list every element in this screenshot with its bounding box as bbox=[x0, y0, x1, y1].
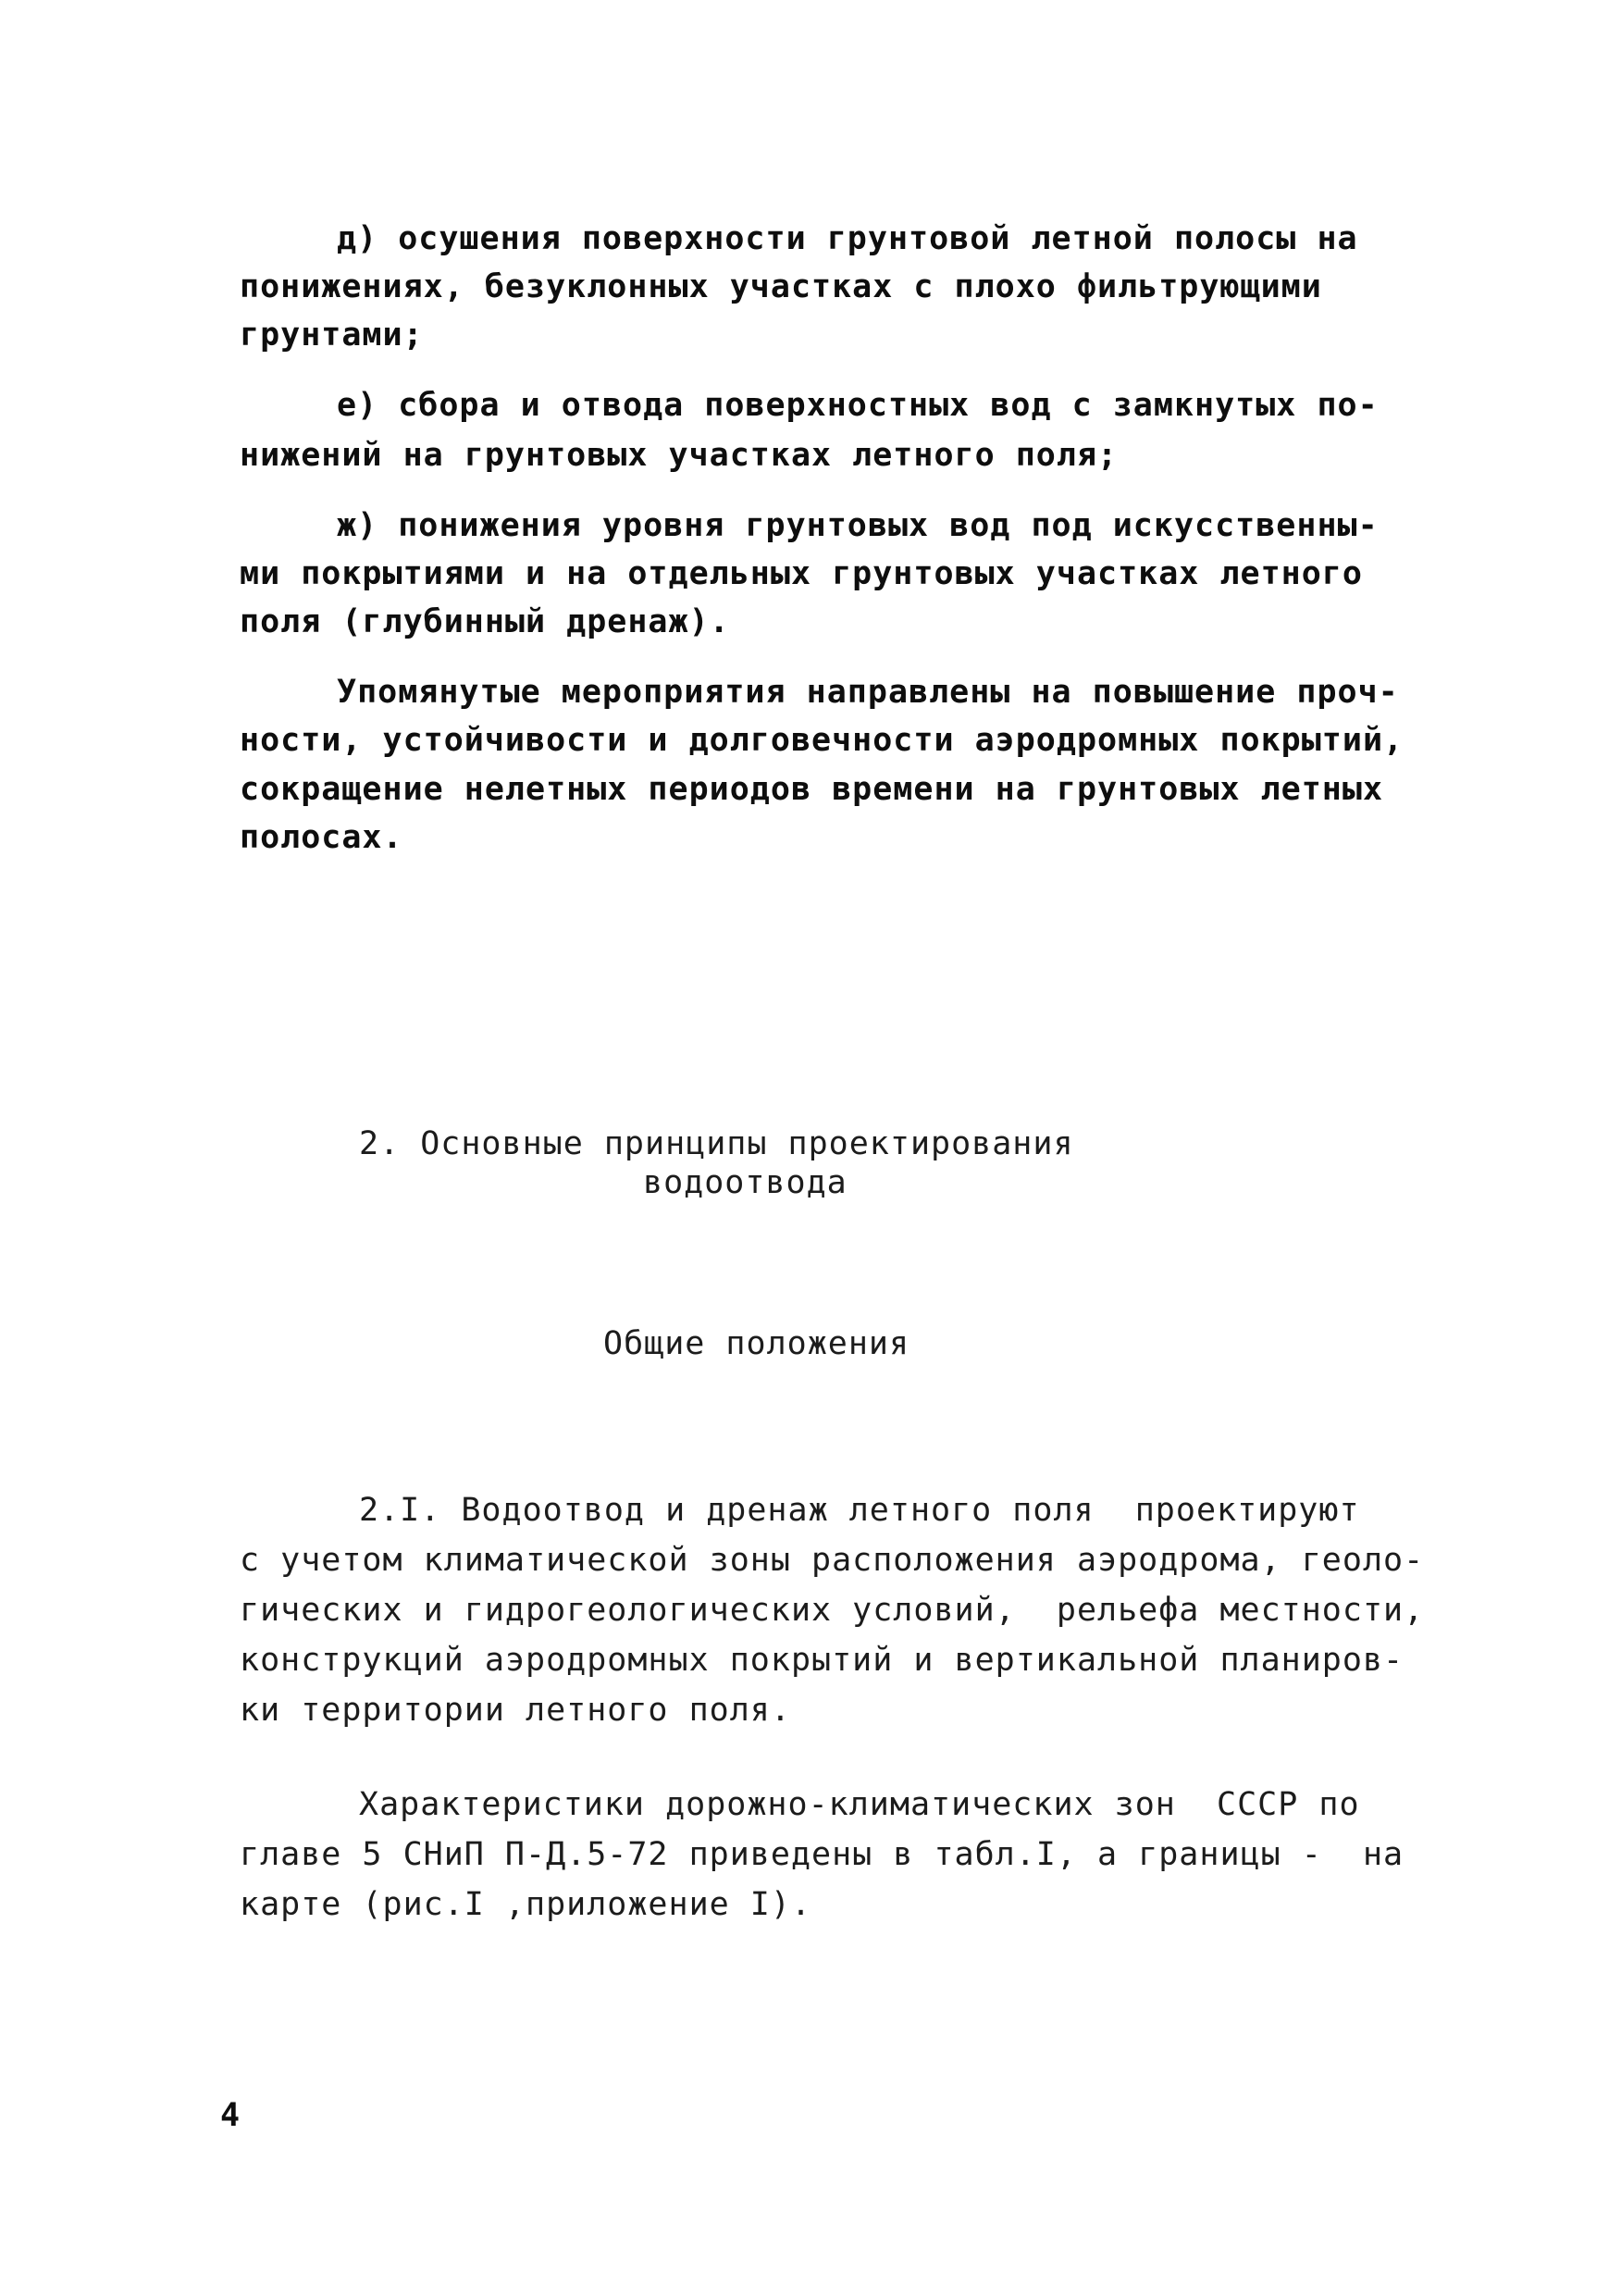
item-zh-line-1: ж) понижения уровня грунтовых вод под искусственны- bbox=[337, 507, 1379, 544]
paragraph-2-1-line-1: 2.I. Водоотвод и дренаж летного поля проектируют bbox=[359, 1492, 1360, 1529]
summary-line-1: Упомянутые мероприятия направлены на повышение проч- bbox=[337, 674, 1399, 711]
item-zh-line-2: ми покрытиями и на отдельных грунтовых участках летного bbox=[240, 555, 1363, 592]
item-e-line-2: нижений на грунтовых участках летного поля; bbox=[240, 437, 1119, 474]
summary-line-2: ности, устойчивости и долговечности аэродромных покрытий, bbox=[240, 722, 1404, 759]
page-number: 4 bbox=[220, 2097, 241, 2134]
item-e-line-1: е) сбора и отвода поверхностных вод с замкнутых по- bbox=[337, 387, 1379, 424]
section-title-continuation: водоотвода bbox=[643, 1164, 848, 1201]
characteristics-line-2: главе 5 СНиП П-Д.5-72 приведены в табл.I, а границы - на bbox=[240, 1836, 1404, 1873]
summary-line-3: сокращение нелетных периодов времени на грунтовых летных bbox=[240, 771, 1384, 808]
summary-line-4: полосах. bbox=[240, 819, 403, 856]
paragraph-2-1-line-3: гических и гидрогеологических условий, рельефа местности, bbox=[240, 1592, 1425, 1629]
paragraph-2-1-line-2: с учетом климатической зоны расположения аэродрома, геоло- bbox=[240, 1542, 1425, 1579]
item-zh-line-3: поля (глубинный дренаж). bbox=[240, 603, 730, 640]
paragraph-2-1-line-5: ки территории летного поля. bbox=[240, 1692, 791, 1729]
item-d-line-3: грунтами; bbox=[240, 316, 424, 354]
item-d-line-1: д) осушения поверхности грунтовой летной полосы на bbox=[337, 220, 1358, 257]
item-d-line-2: понижениях, безуклонных участках с плохо фильтрующими bbox=[240, 268, 1322, 305]
section-title: 2. Основные принципы проектирования bbox=[359, 1125, 1074, 1162]
subsection-title: Общие положения bbox=[603, 1325, 910, 1362]
paragraph-2-1-line-4: конструкций аэродромных покрытий и вертикальной планиров- bbox=[240, 1642, 1404, 1679]
characteristics-line-1: Характеристики дорожно-климатических зон СССР по bbox=[359, 1786, 1360, 1823]
characteristics-line-3: карте (рис.I ,приложение I). bbox=[240, 1886, 812, 1923]
